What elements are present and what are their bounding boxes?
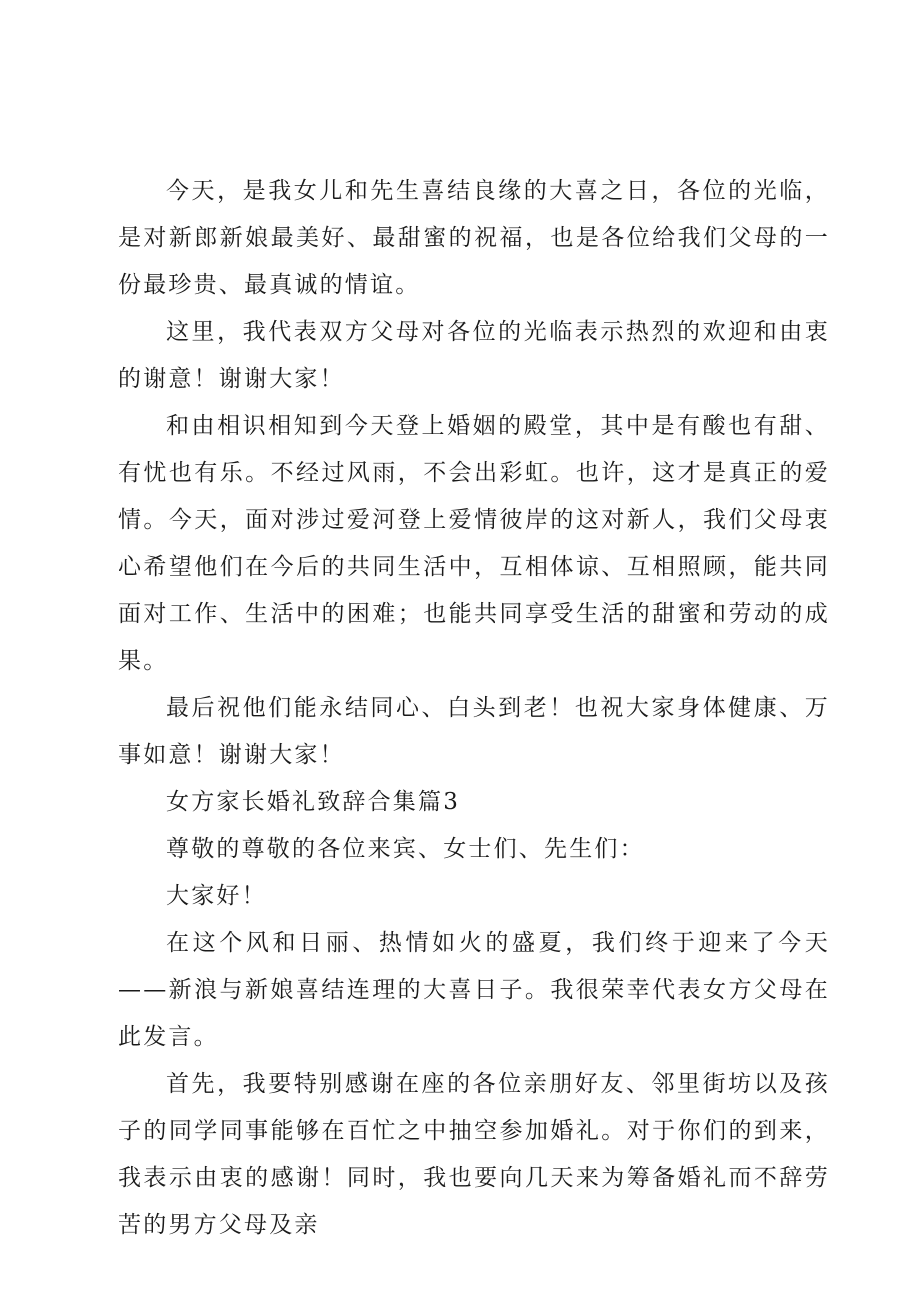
paragraph-salutation: 尊敬的尊敬的各位来宾、女士们、先生们： — [166, 836, 645, 862]
paragraph-summer: 在这个风和日丽、热情如火的盛夏，我们终于迎来了今天——新浪与新娘喜结连理的大喜日子。我很荣幸代表女方父母在此发言。 — [118, 930, 830, 1050]
document-body — [118, 168, 830, 1249]
paragraph-thanks: 首先，我要特别感谢在座的各位亲朋好友、邻里街坊以及孩子的同学同事能够在百忙之中抽空参加婚礼。对于你们的到来，我表示由衷的感谢！同时，我也要向几天来为筹备婚礼而不辞劳苦的男方父母及亲 — [118, 1071, 830, 1238]
paragraph-love-story: 和由相识相知到今天登上婚姻的殿堂，其中是有酸也有甜、有忧也有乐。不经过风雨，不会出彩虹。也许，这才是真正的爱情。今天，面对涉过爱河登上爱情彼岸的这对新人，我们父母衷心希望他们在今后的共同生活中，互相体谅、互相照顾，能共同面对工作、生活中的困难；也能共同享受生活的甜蜜和劳动的成果。 — [118, 413, 830, 674]
section-heading: 女方家长婚礼致辞合集篇3 — [166, 789, 461, 815]
paragraph-blessing: 最后祝他们能永结同心、白头到老！也祝大家身体健康、万事如意！谢谢大家！ — [118, 695, 830, 768]
paragraph-welcome: 这里，我代表双方父母对各位的光临表示热烈的欢迎和由衷的谢意！谢谢大家！ — [118, 319, 830, 392]
paragraph-greeting: 大家好！ — [166, 883, 267, 909]
paragraph-opening: 今天，是我女儿和先生喜结良缘的大喜之日，各位的光临，是对新郎新娘最美好、最甜蜜的祝福，也是各位给我们父母的一份最珍贵、最真诚的情谊。 — [118, 178, 830, 298]
